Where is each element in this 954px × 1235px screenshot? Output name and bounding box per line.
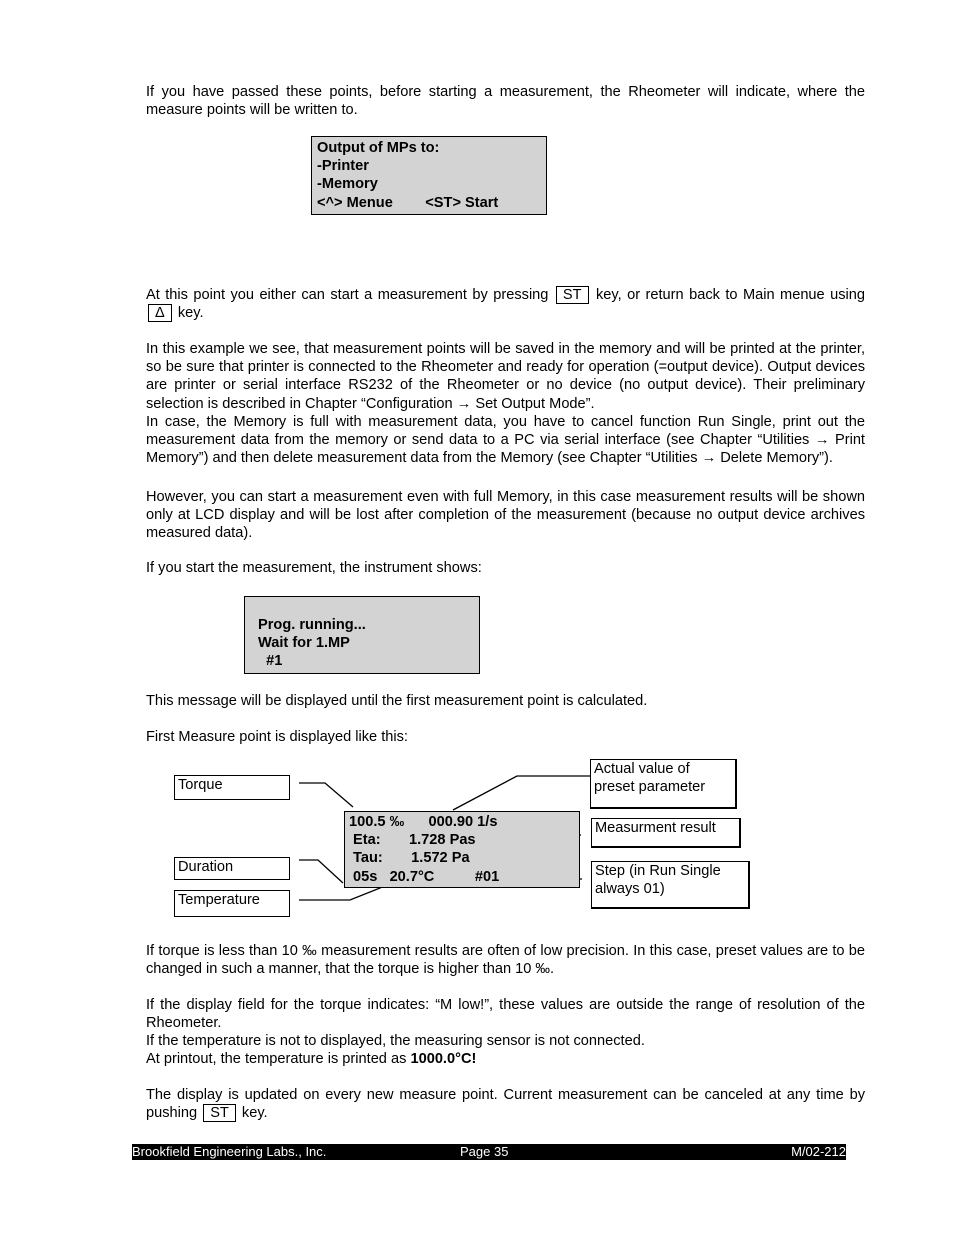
lcd-line: 100.5 ‰ 000.90 1/s — [349, 814, 498, 830]
torque-leader — [299, 783, 353, 807]
lcd-line: -Memory — [317, 176, 378, 193]
lcd-line: Output of MPs to: — [317, 140, 440, 156]
memory-paragraph: In case, the Memory is full with measurement data, you have to cancel function Run Single, print out the measurement data from the memory or send data to a PC via serial interface (see Chapter “Utilities → Print Memory”) and then delete measurement data from the Memory (see Chapter “Utilities → Delete Memory”). — [146, 414, 865, 467]
step-label: Step (in Run Single always 01) — [591, 861, 750, 909]
intro-paragraph: If you have passed these points, before starting a measurement, the Rheometer will indicate, where the measure points will be written to. — [146, 84, 865, 119]
temperature-paragraph: If the temperature is not to displayed, the measuring sensor is not connected. — [146, 1033, 645, 1049]
lcd-line: Eta: 1.728 Pas — [349, 832, 476, 849]
lcd-line: Tau: 1.572 Pa — [349, 850, 470, 867]
lcd-line: #1 — [258, 653, 283, 670]
printout-text: At printout, the temperature is printed as — [146, 1051, 407, 1067]
start-text-before: At this point you either can start a measurement by pressing — [146, 287, 549, 303]
duration-leader — [299, 860, 343, 883]
measurement-result-label: Measurment result — [591, 818, 741, 848]
start-text-after: key. — [177, 305, 204, 322]
until-paragraph: This message will be displayed until the first measurement point is calculated. — [146, 693, 648, 709]
lcd-line: <^> Menue <ST> Start — [317, 194, 499, 211]
duration-label: Duration — [174, 857, 290, 880]
st-key: ST — [203, 1104, 236, 1122]
up-key: Δ — [148, 304, 172, 322]
example-paragraph: In this example we see, that measurement points will be saved in the memory and will be printed at the printer, so be sure that printer is connected to the Rheometer and ready for operation (=output device). Output devices are printer or serial interface RS232 of the Rheometer or no device (no output device). Their preliminary selection is described in Chapter “Configuration → Set Output Mode”. — [146, 341, 865, 412]
actual-value-label: Actual value of preset parameter — [590, 759, 737, 809]
update-text-before: The display is updated on every new measure point. Current measurement can be canceled at any time by pushing — [146, 1087, 865, 1122]
st-key: ST — [556, 286, 589, 304]
page-footer — [132, 1144, 846, 1160]
full-memory-paragraph: However, you can start a measurement even with full Memory, in this case measurement results will be shown only at LCD display and will be lost after completion of the measurement (because no output device archives measured data). — [146, 489, 865, 542]
lcd-line: Prog. running... — [258, 617, 366, 633]
lcd-line: 05s 20.7°C #01 — [349, 868, 500, 885]
printout-value: 1000.0°C! — [410, 1051, 477, 1067]
update-paragraph — [146, 1086, 865, 1122]
update-text-after: key. — [241, 1105, 268, 1122]
footer-doc-id: M/02-212 — [791, 1144, 846, 1159]
mlow-paragraph: If the display field for the torque indicates: “M low!”, these values are outside the range of resolution of the Rheometer. — [146, 997, 865, 1032]
lcd-line: Wait for 1.MP — [258, 635, 350, 652]
torque-label: Torque — [174, 775, 290, 800]
actual-value-leader — [453, 776, 590, 810]
lcd-line: -Printer — [317, 158, 369, 175]
footer-page-number: Page 35 — [460, 1144, 509, 1159]
torque-paragraph: If torque is less than 10 ‰ measurement results are often of low precision. In this case, preset values are to be changed in such a manner, that the torque is higher than 10 ‰. — [146, 943, 865, 978]
temperature-label: Temperature — [174, 890, 290, 917]
footer-company: Brookfield Engineering Labs., Inc. — [132, 1144, 327, 1159]
start-text-middle: key, or return back to Main menue using — [595, 287, 865, 303]
start-shows-paragraph: If you start the measurement, the instrument shows: — [146, 560, 482, 576]
first-mp-paragraph: First Measure point is displayed like this: — [146, 729, 408, 745]
lcd-measure-display — [344, 811, 580, 888]
printout-paragraph — [146, 1050, 865, 1068]
